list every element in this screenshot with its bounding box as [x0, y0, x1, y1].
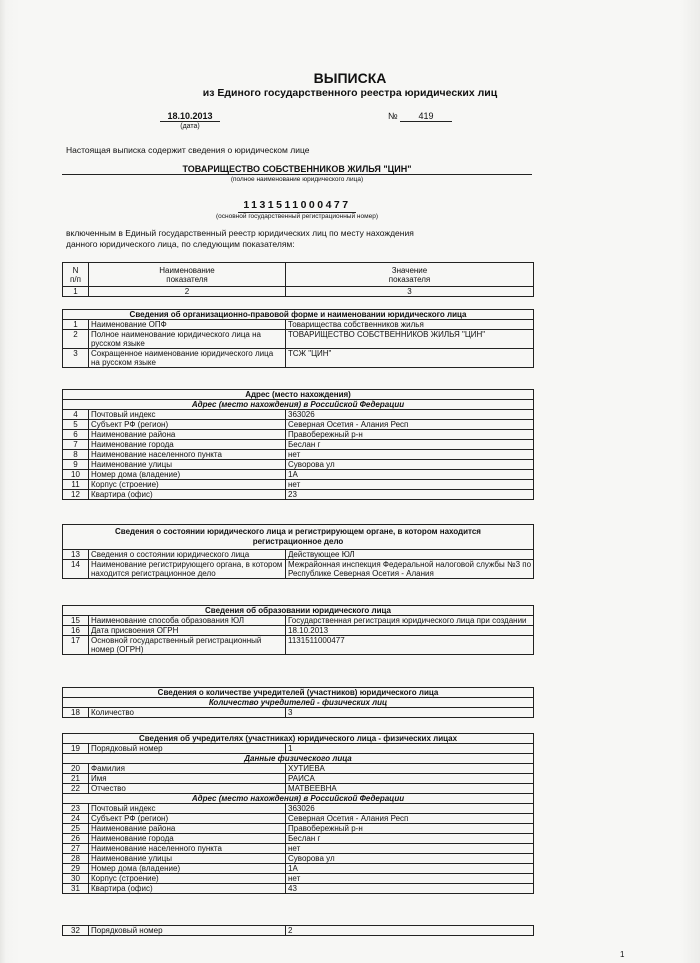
table-row: [63, 550, 534, 560]
row-name: Количество: [89, 708, 286, 718]
organization-caption: (полное наименование юридического лица): [230, 176, 364, 183]
header-name-2: показателя: [166, 274, 208, 284]
table-row: [63, 864, 534, 874]
table-row: [63, 814, 534, 824]
section-title: Сведения о состоянии юридического лица и регистрирующем органе, в котором находится регистрационное дело: [63, 525, 534, 550]
organization-name: ТОВАРИЩЕСТВО СОБСТВЕННИКОВ ЖИЛЬЯ "ЦИН": [62, 164, 532, 175]
row-number: 18: [63, 708, 89, 718]
row-name: Наименование района: [89, 430, 286, 440]
row-name: Наименование ОПФ: [89, 320, 286, 330]
row-name: Дата присвоения ОГРН: [89, 626, 286, 636]
row-value: Правобережный р-н: [286, 430, 534, 440]
row-value: Северная Осетия - Алания Респ: [286, 420, 534, 430]
table-row: [63, 744, 534, 754]
row-name: Фамилия: [89, 764, 286, 774]
table-row: [63, 804, 534, 814]
table-row: [63, 844, 534, 854]
row-number: 29: [63, 864, 89, 874]
row-name: Квартира (офис): [89, 490, 286, 500]
row-value: 363026: [286, 804, 534, 814]
row-value: 1А: [286, 470, 534, 480]
row-value: 1А: [286, 864, 534, 874]
table-row: [63, 626, 534, 636]
header-pp: п/п: [70, 274, 81, 284]
row-value: МАТВЕЕВНА: [286, 784, 534, 794]
table-row: [63, 834, 534, 844]
person-address-subtitle: Адрес (место нахождения) в Российской Федерации: [63, 794, 534, 804]
section-title: Адрес (место нахождения): [63, 390, 534, 400]
extract-number: 419: [400, 111, 452, 122]
section-state: [62, 524, 534, 579]
row-number: 4: [63, 410, 89, 420]
table-row: [63, 874, 534, 884]
document-title: ВЫПИСКА: [313, 70, 387, 86]
row-name: Номер дома (владение): [89, 470, 286, 480]
row-value: Правобережный р-н: [286, 824, 534, 834]
row-value: ТСЖ "ЦИН": [286, 349, 534, 368]
ogrn-number: 1131511000477: [243, 199, 351, 211]
section-formation: [62, 605, 534, 655]
row-value: Государственная регистрация юридического лица при создании: [286, 616, 534, 626]
table-row: [63, 824, 534, 834]
header-index-row: [63, 287, 534, 297]
table-row: [63, 636, 534, 655]
section-founders-count: [62, 687, 534, 718]
row-value: Беслан г: [286, 440, 534, 450]
section-opf: [62, 309, 534, 368]
row-value: Действующее ЮЛ: [286, 550, 534, 560]
row-number: 14: [63, 560, 89, 579]
header-index-1: 1: [63, 287, 89, 297]
row-number: 32: [63, 926, 89, 936]
row-value: Северная Осетия - Алания Респ: [286, 814, 534, 824]
row-name: Корпус (строение): [89, 874, 286, 884]
row-value: 2: [286, 926, 534, 936]
person-address-rows: [63, 804, 534, 894]
section-title: Сведения о количестве учредителей (участников) юридического лица: [63, 688, 534, 698]
row-name: Наименование улицы: [89, 460, 286, 470]
header-row: [63, 263, 534, 287]
row-number: 25: [63, 824, 89, 834]
table-row: [63, 440, 534, 450]
section-subtitle: Количество учредителей - физических лиц: [63, 698, 534, 708]
row-value: Товарищества собственников жилья: [286, 320, 534, 330]
row-name: Наименование города: [89, 834, 286, 844]
row-name: Наименование способа образования ЮЛ: [89, 616, 286, 626]
row-number: 10: [63, 470, 89, 480]
row-name: Порядковый номер: [89, 744, 286, 754]
row-value: Суворова ул: [286, 460, 534, 470]
table-row: [63, 884, 534, 894]
row-number: 22: [63, 784, 89, 794]
row-name: Сокращенное наименование юридического лица на русском языке: [89, 349, 286, 368]
table-row: [63, 470, 534, 480]
row-number: 6: [63, 430, 89, 440]
row-value: Межрайонная инспекция Федеральной налоговой службы №3 по Республике Северная Осетия - Алания: [286, 560, 534, 579]
row-name: Наименование населенного пункта: [89, 450, 286, 460]
row-number: 26: [63, 834, 89, 844]
table-row: [63, 764, 534, 774]
row-number: 11: [63, 480, 89, 490]
row-value: 3: [286, 708, 534, 718]
table-row: [63, 708, 534, 718]
row-number: 3: [63, 349, 89, 368]
table-row: [63, 784, 534, 794]
section-title: Сведения об учредителях (участниках) юридического лица - физических лицах: [63, 734, 534, 744]
row-name: Субъект РФ (регион): [89, 420, 286, 430]
row-number: 5: [63, 420, 89, 430]
header-value-2: показателя: [388, 274, 431, 284]
table-row: [63, 450, 534, 460]
header-col-value: [286, 263, 534, 287]
row-value: Суворова ул: [286, 854, 534, 864]
person-subtitle: Данные физического лица: [63, 754, 534, 764]
row-number: 24: [63, 814, 89, 824]
row-name: Почтовый индекс: [89, 804, 286, 814]
row-name: Основной государственный регистрационный номер (ОГРН): [89, 636, 286, 655]
row-name: Порядковый номер: [89, 926, 286, 936]
table-row: [63, 430, 534, 440]
section-address: [62, 389, 534, 500]
section-subtitle: Адрес (место нахождения) в Российской Федерации: [63, 400, 534, 410]
row-number: 13: [63, 550, 89, 560]
row-value: нет: [286, 874, 534, 884]
section-title: Сведения об образовании юридического лица: [63, 606, 534, 616]
header-col-number: [63, 263, 89, 287]
included-text: включенным в Единый государственный реестр юридических лиц по месту нахождения данного юридического лица, по следующим показателям:: [66, 228, 414, 249]
row-name: Полное наименование юридического лица на русском языке: [89, 330, 286, 349]
row-value: 43: [286, 884, 534, 894]
header-index-2: 2: [89, 287, 286, 297]
person-rows: [63, 764, 534, 794]
row-value: 23: [286, 490, 534, 500]
table-row: [63, 926, 534, 936]
row-value: РАИСА: [286, 774, 534, 784]
document-subtitle: из Единого государственного реестра юридических лиц: [202, 87, 498, 99]
row-name: Наименование улицы: [89, 854, 286, 864]
row-name: Почтовый индекс: [89, 410, 286, 420]
section-founder-2: [62, 925, 534, 936]
extract-date: 18.10.2013: [160, 111, 220, 122]
row-number: 1: [63, 320, 89, 330]
table-row: [63, 330, 534, 349]
row-number: 27: [63, 844, 89, 854]
section-title: Сведения об организационно-правовой форме и наименовании юридического лица: [63, 310, 534, 320]
row-value: ТОВАРИЩЕСТВО СОБСТВЕННИКОВ ЖИЛЬЯ "ЦИН": [286, 330, 534, 349]
row-number: 21: [63, 774, 89, 784]
section-founders: [62, 733, 534, 894]
header-index-3: 3: [286, 287, 534, 297]
row-value: 1: [286, 744, 534, 754]
table-row: [63, 320, 534, 330]
table-row: [63, 480, 534, 490]
table-row: [63, 420, 534, 430]
row-name: Наименование района: [89, 824, 286, 834]
row-number: 20: [63, 764, 89, 774]
row-number: 28: [63, 854, 89, 864]
row-name: Наименование города: [89, 440, 286, 450]
row-number: 17: [63, 636, 89, 655]
number-label: №: [388, 111, 398, 121]
row-value: нет: [286, 844, 534, 854]
row-name: Имя: [89, 774, 286, 784]
row-number: 7: [63, 440, 89, 450]
row-value: 363026: [286, 410, 534, 420]
header-n: N: [72, 265, 79, 275]
header-name-1: Наименование: [159, 265, 215, 275]
page-number: 1: [620, 950, 625, 959]
row-value: Беслан г: [286, 834, 534, 844]
row-number: 9: [63, 460, 89, 470]
table-row: [63, 854, 534, 864]
row-number: 19: [63, 744, 89, 754]
row-number: 31: [63, 884, 89, 894]
row-number: 2: [63, 330, 89, 349]
table-row: [63, 460, 534, 470]
intro-text: Настоящая выписка содержит сведения о юридическом лице: [66, 145, 310, 155]
row-name: Корпус (строение): [89, 480, 286, 490]
row-number: 16: [63, 626, 89, 636]
row-value: ХУТИЕВА: [286, 764, 534, 774]
table-row: [63, 410, 534, 420]
row-number: 8: [63, 450, 89, 460]
row-value: 18.10.2013: [286, 626, 534, 636]
row-value: нет: [286, 450, 534, 460]
row-name: Сведения о состоянии юридического лица: [89, 550, 286, 560]
date-caption: (дата): [180, 123, 200, 130]
row-name: Наименование населенного пункта: [89, 844, 286, 854]
header-value-1: Значение: [391, 265, 428, 275]
ogrn-caption: (основной государственный регистрационный номер): [215, 213, 378, 220]
row-number: 12: [63, 490, 89, 500]
row-name: Субъект РФ (регион): [89, 814, 286, 824]
row-number: 23: [63, 804, 89, 814]
row-number: 15: [63, 616, 89, 626]
table-row: [63, 560, 534, 579]
header-col-name: [89, 263, 286, 287]
row-name: Наименование регистрирующего органа, в котором находится регистрационное дело: [89, 560, 286, 579]
table-row: [63, 616, 534, 626]
header-table: [62, 262, 534, 297]
table-row: [63, 490, 534, 500]
row-value: 1131511000477: [286, 636, 534, 655]
row-name: Номер дома (владение): [89, 864, 286, 874]
row-name: Квартира (офис): [89, 884, 286, 894]
row-name: Отчество: [89, 784, 286, 794]
address-rows: [63, 410, 534, 500]
table-row: [63, 349, 534, 368]
row-value: нет: [286, 480, 534, 490]
row-number: 30: [63, 874, 89, 884]
table-row: [63, 774, 534, 784]
